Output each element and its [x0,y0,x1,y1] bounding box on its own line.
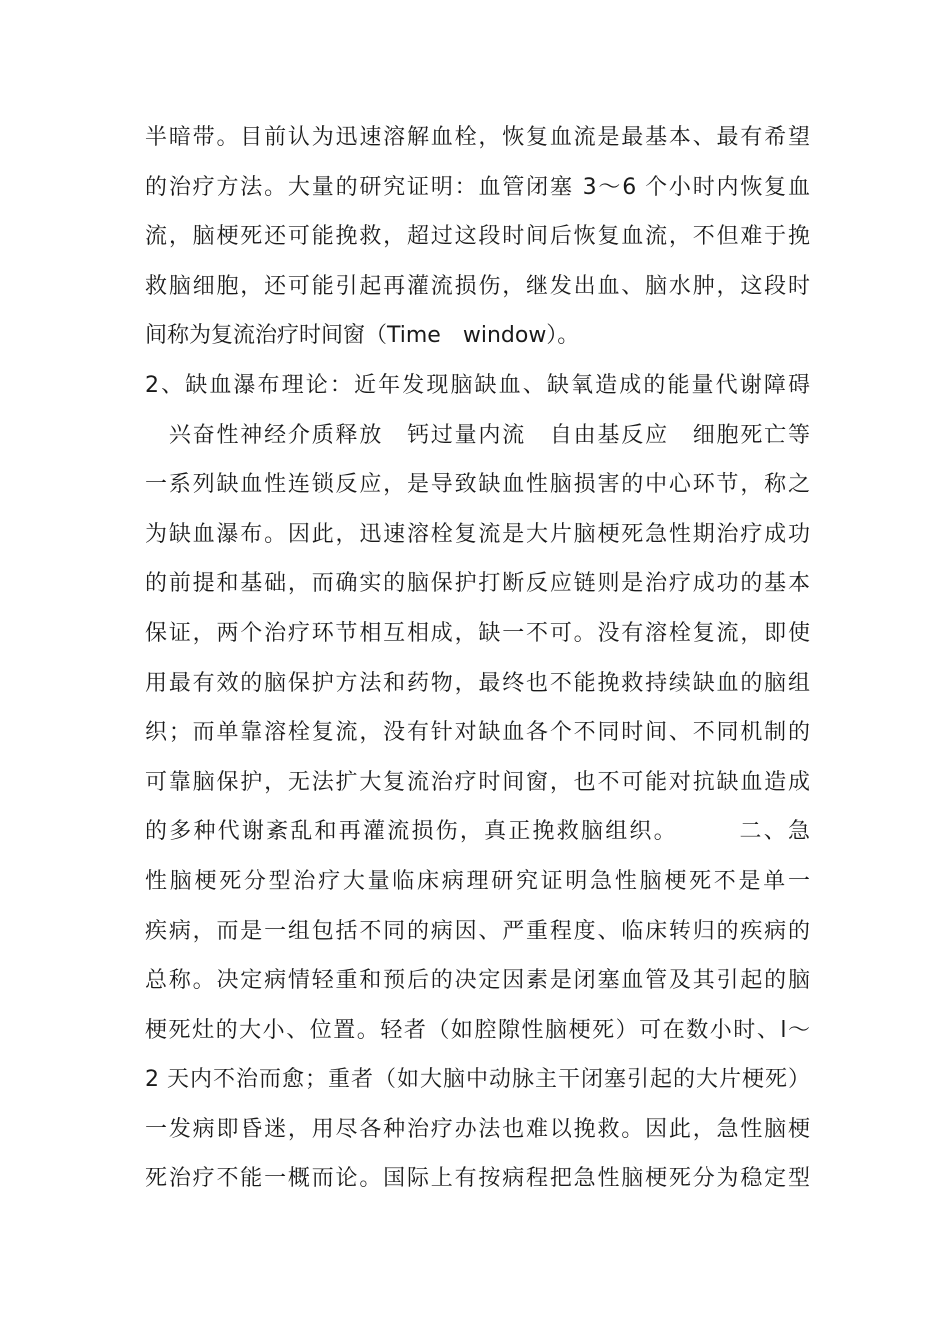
text-line: 的治疗方法。大量的研究证明：血管闭塞 3～6 个小时内恢复血 [145,174,810,200]
text-line: 的多种代谢紊乱和再灌流损伤，真正挽救脑组织。 二、急 [145,819,810,845]
text-line: 兴奋性神经介质释放 钙过量内流 自由基反应 细胞死亡等 [145,422,810,448]
text-line: 性脑梗死分型治疗大量临床病理研究证明急性脑梗死不是单一 [145,868,810,894]
text-line: 梗死灶的大小、位置。轻者（如腔隙性脑梗死）可在数小时、l～ [145,1017,810,1043]
text-line: 为缺血瀑布。因此，迅速溶栓复流是大片脑梗死急性期治疗成功 [145,521,810,547]
text-line: 2 天内不治而愈；重者（如大脑中动脉主干闭塞引起的大片梗死） [145,1067,810,1093]
text-line: 2、缺血瀑布理论：近年发现脑缺血、缺氧造成的能量代谢障碍 [145,372,810,398]
text-line: 可靠脑保护，无法扩大复流治疗时间窗，也不可能对抗缺血造成 [145,769,810,795]
text-line: 流，脑梗死还可能挽救，超过这段时间后恢复血流，不但难于挽 [145,224,810,250]
text-line: 织；而单靠溶栓复流，没有针对缺血各个不同时间、不同机制的 [145,720,810,746]
text-line: 疾病，而是一组包括不同的病因、严重程度、临床转归的疾病的 [145,918,810,944]
text-line: 间称为复流治疗时间窗（Time window）。 [145,323,580,349]
text-line: 救脑细胞，还可能引起再灌流损伤，继发出血、脑水肿，这段时 [145,273,810,299]
text-line: 的前提和基础，而确实的脑保护打断反应链则是治疗成功的基本 [145,571,810,597]
text-line: 死治疗不能一概而论。国际上有按病程把急性脑梗死分为稳定型 [145,1166,810,1192]
text-line: 半暗带。目前认为迅速溶解血栓，恢复血流是最基本、最有希望 [145,125,810,150]
text-line: 用最有效的脑保护方法和药物，最终也不能挽救持续缺血的脑组 [145,670,810,696]
body-text [145,113,810,1204]
text-line: 保证，两个治疗环节相互相成，缺一不可。没有溶栓复流，即使 [145,620,810,646]
text-line: 一发病即昏迷，用尽各种治疗办法也难以挽救。因此，急性脑梗 [145,1116,810,1142]
text-line: 总称。决定病情轻重和预后的决定因素是闭塞血管及其引起的脑 [145,968,810,994]
text-line: 一系列缺血性连锁反应，是导致缺血性脑损害的中心环节，称之 [145,472,810,498]
